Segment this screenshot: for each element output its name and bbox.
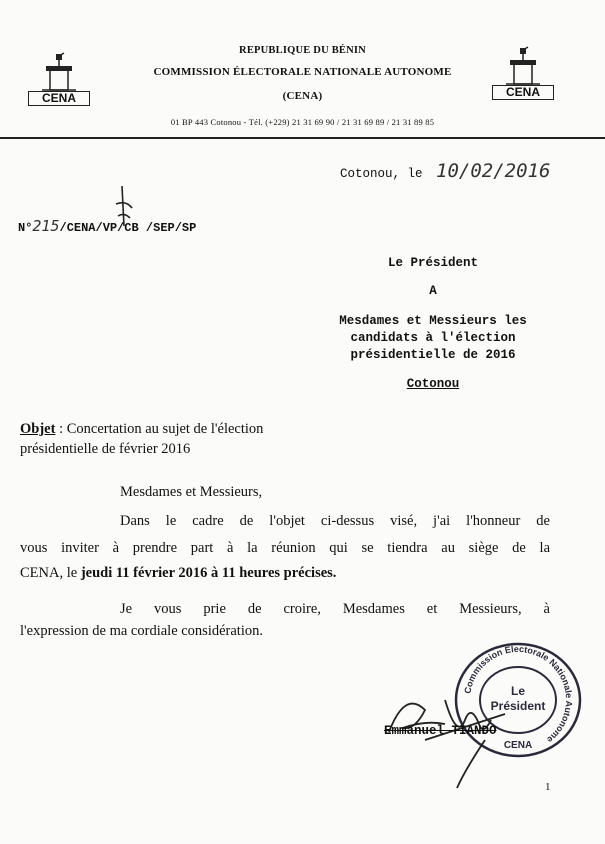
handwritten-reference: 215 bbox=[32, 217, 60, 235]
logo-text: CENA bbox=[492, 85, 554, 100]
object-colon: : bbox=[55, 421, 67, 437]
handwritten-date: 10/02/2016 bbox=[436, 160, 551, 182]
header-commission: COMMISSION ÉLECTORALE NATIONALE AUTONOME bbox=[153, 66, 452, 78]
reference-number bbox=[18, 217, 196, 235]
paragraph-2-line-2: l'expression de ma cordiale considération. bbox=[20, 623, 263, 639]
paragraph-1-line-1: Dans le cadre de l'objet ci-dessus visé, j'ai l'honneur de bbox=[120, 513, 550, 529]
stamp-center-2: Président bbox=[490, 699, 546, 713]
page-number: 1 bbox=[545, 781, 551, 793]
header-address: 01 BP 443 Cotonou - Tél. (+229) 21 31 69 90 / 21 31 69 89 / 21 31 89 85 bbox=[170, 117, 435, 127]
addressee-line-3: présidentielle de 2016 bbox=[350, 348, 516, 362]
to-label: A bbox=[429, 284, 437, 298]
stamp-bottom: CENA bbox=[503, 740, 533, 751]
object-line-2: présidentielle de février 2016 bbox=[20, 441, 191, 457]
object-text-1: Concertation au sujet de l'élection bbox=[66, 421, 264, 437]
signatory-name: Emmanuel TIANDO bbox=[384, 724, 497, 738]
paragraph-1-line-3 bbox=[20, 562, 336, 585]
paragraph-1-line-3-start: CENA, le bbox=[20, 565, 81, 581]
logo-text: CENA bbox=[28, 91, 90, 106]
stamp-ring-text: Commission Electorale Nationale Autonome bbox=[462, 643, 575, 745]
meeting-date: jeudi 11 février 2016 à 11 heures précises. bbox=[80, 565, 337, 581]
sender: Le Président bbox=[387, 256, 478, 270]
header-rule bbox=[0, 137, 605, 139]
salutation: Mesdames et Messieurs, bbox=[120, 484, 263, 500]
header-country: REPUBLIQUE DU BÉNIN bbox=[239, 45, 366, 56]
place-date bbox=[340, 160, 550, 182]
addressee-line-1: Mesdames et Messieurs les bbox=[339, 314, 527, 328]
place-label: Cotonou, le bbox=[340, 167, 423, 181]
reference-prefix: N° bbox=[18, 221, 33, 235]
header-acronym: (CENA) bbox=[282, 90, 323, 102]
addressee-line-2: candidats à l'élection bbox=[350, 331, 516, 345]
paragraph-2-line-1: Je vous prie de croire, Mesdames et Messieurs, à bbox=[120, 601, 550, 617]
stamp-center-1: Le bbox=[510, 684, 526, 698]
reference-suffix: /CENA/VP/CB /SEP/SP bbox=[59, 221, 197, 235]
initials-mark-icon bbox=[112, 186, 134, 246]
addressee-city: Cotonou bbox=[406, 377, 460, 391]
paragraph-1-line-2: vous inviter à prendre part à la réunion qui se tiendra au siège de la bbox=[20, 540, 550, 556]
object-label: Objet bbox=[20, 421, 56, 437]
